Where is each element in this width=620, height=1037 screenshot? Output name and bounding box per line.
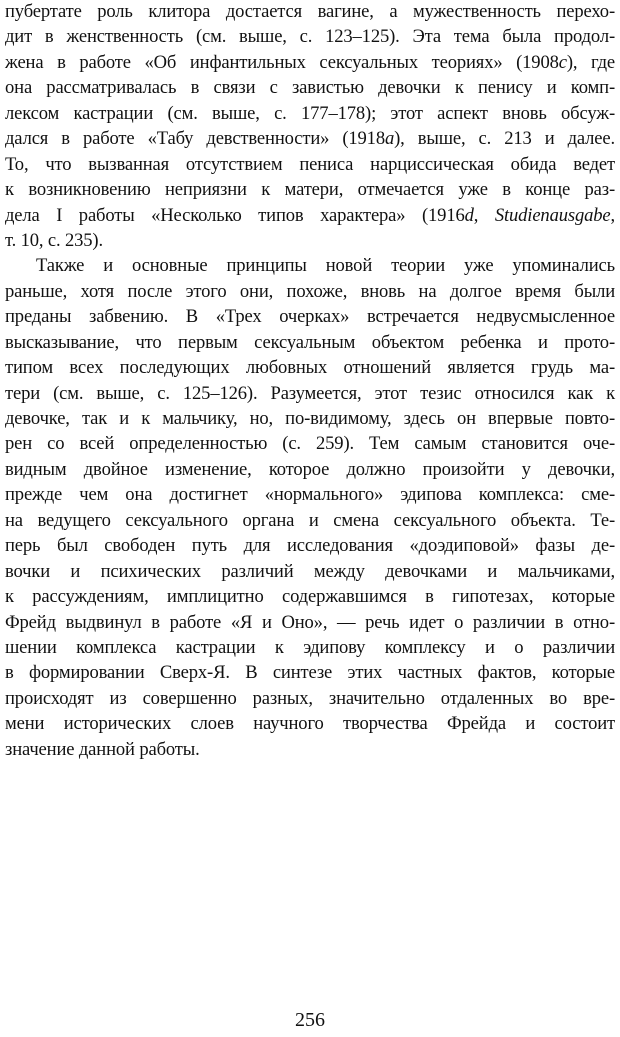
text-line: жена в работе «Об инфантильных сексуальных теориях» (1908c), где bbox=[5, 51, 615, 73]
text-line: т. 10, с. 235). bbox=[5, 229, 103, 251]
body-text bbox=[5, 0, 615, 762]
text-line: девочке, так и к мальчику, но, по-видимому, здесь он впервые повто- bbox=[5, 408, 615, 429]
text-line: раньше, хотя после этого они, похоже, вновь на долгое время были bbox=[5, 280, 615, 302]
text-line: шении комплекса кастрации к эдипову комплексу и о различии bbox=[5, 636, 615, 658]
text-line: Фрейд выдвинул в работе «Я и Оно», — речь идет о различии в отно- bbox=[5, 611, 615, 633]
text-line: перь был свободен путь для исследования «доэдиповой» фазы де- bbox=[5, 535, 615, 557]
text-line: видным двойное изменение, которое должно произойти у девочки, bbox=[5, 458, 615, 480]
paragraph-2 bbox=[5, 253, 615, 762]
text-line: к рассуждениям, имплицитно содержавшимся в гипотезах, которые bbox=[5, 586, 615, 608]
text-line: Также и основные принципы новой теории уже упоминались bbox=[36, 255, 615, 277]
text-line: мени исторических слоев научного творчества Фрейда и состоит bbox=[5, 713, 615, 735]
text-line: дался в работе «Табу девственности» (1918a), выше, с. 213 и далее. bbox=[5, 128, 615, 150]
text-line: к возникновению неприязни к матери, отмечается уже в конце раз- bbox=[5, 179, 615, 201]
text-line: типом всех последующих любовных отношений является грудь ма- bbox=[5, 357, 615, 379]
text-line: значение данной работы. bbox=[5, 738, 200, 760]
text-line: на ведущего сексуального органа и смена сексуального объекта. Те- bbox=[5, 509, 615, 531]
text-line: пубертате роль клитора достается вагине, а мужественность перехо- bbox=[5, 1, 615, 22]
text-line: рен со всей определенностью (с. 259). Тем самым становится оче- bbox=[5, 433, 615, 455]
text-line: происходят из совершенно разных, значительно отдаленных во вре- bbox=[5, 687, 615, 709]
text-line: дела I работы «Несколько типов характера» (1916d, Studienausgabe, bbox=[5, 204, 615, 226]
text-line: высказывание, что первым сексуальным объектом ребенка и прото- bbox=[5, 331, 615, 353]
text-line: дит в женственность (см. выше, с. 123–125). Эта тема была продол- bbox=[5, 26, 615, 48]
text-line: вочки и психических различий между девочками и мальчиками, bbox=[5, 560, 615, 582]
text-line: тери (см. выше, с. 125–126). Разумеется, этот тезис относился как к bbox=[5, 382, 615, 404]
text-line: прежде чем она достигнет «нормального» эдипова комплекса: сме- bbox=[5, 484, 615, 506]
paragraph-1 bbox=[5, 0, 615, 253]
text-line: она рассматривалась в связи с завистью девочки к пенису и комп- bbox=[5, 77, 615, 99]
text-line: То, что вызванная отсутствием пениса нарциссическая обида ведет bbox=[5, 153, 615, 175]
page-number: 256 bbox=[295, 1009, 325, 1031]
text-line: преданы забвению. В «Трех очерках» встречается недвусмысленное bbox=[5, 306, 615, 328]
text-line: в формировании Сверх-Я. В синтезе этих частных фактов, которые bbox=[5, 662, 615, 684]
text-line: лексом кастрации (см. выше, с. 177–178); этот аспект вновь обсуж- bbox=[5, 102, 615, 124]
